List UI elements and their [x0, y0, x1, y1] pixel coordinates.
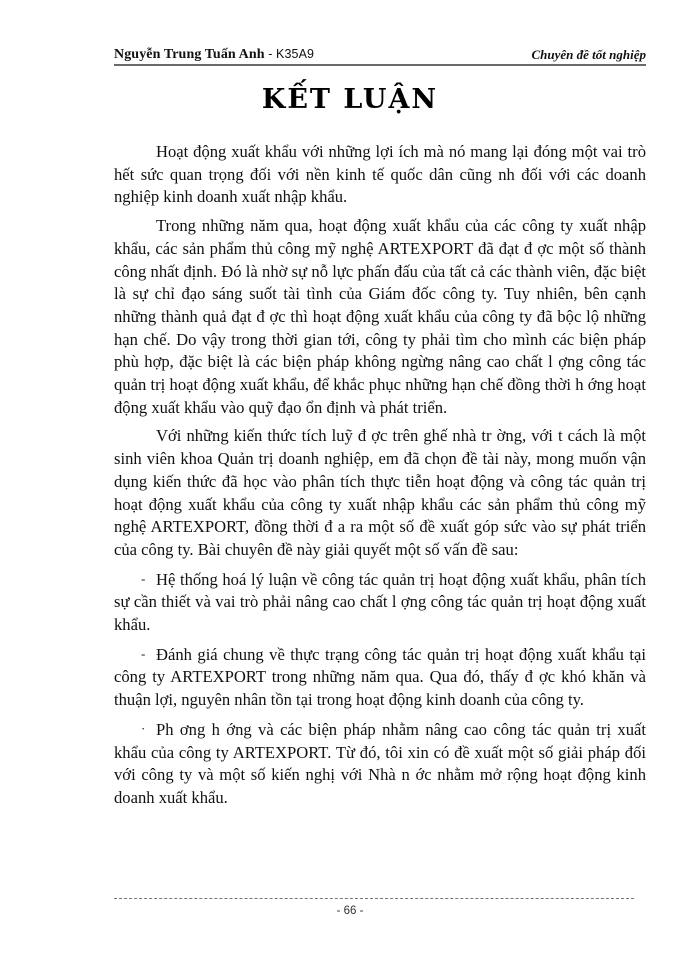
- bullet-item: [114, 643, 646, 712]
- header-document-type: Chuyên đề tốt nghiệp: [531, 47, 646, 62]
- bullet-item: [114, 568, 646, 637]
- bullet-dot-icon: ·: [141, 720, 146, 736]
- paragraph-achievements: Trong những năm qua, hoạt động xuất khẩu của các công ty xuất nhập khẩu, các sản phẩm thủ công mỹ nghệ ARTEXPORT đã đạt đ ợc một số thành công nhất định. Đó là nhờ sự nỗ lực phấn đấu của tất cả các thành viên, đặc biệt là sự chỉ đạo sáng suốt tài tình của Giám đốc công ty. Tuy nhiên, bên cạnh những thành quả đạt đ ợc thì hoạt động xuất khẩu của công ty đã bộc lộ những hạn chế. Do vậy trong thời gian tới, công ty phải tìm cho mình các biện pháp phù hợp, đặc biệt là các biện pháp không ngừng nâng cao chất l ợng công tác quản trị hoạt động xuất khẩu, để khắc phục những hạn chế đồng thời h ớng hoạt động xuất khẩu vào quỹ đạo ổn định và phát triển.: [114, 216, 646, 417]
- header-class-code: K35A9: [276, 47, 315, 61]
- paragraph-intro: Hoạt động xuất khẩu với những lợi ích mà nó mang lại đóng một vai trò hết sức quan trọng đối với nền kinh tế quốc dân cũng nh đối với các doanh nghiệp kinh doanh xuất nhập khẩu.: [114, 142, 646, 207]
- footer-divider: [114, 898, 634, 899]
- bullet-dash-icon: -: [141, 645, 146, 661]
- header-author: Nguyễn Trung Tuấn Anh: [114, 47, 265, 62]
- page-header: [114, 42, 646, 66]
- bullet-text: Hệ thống hoá lý luận về công tác quản trị hoạt động xuất khẩu, phân tích sự cần thiết và vai trò phải nâng cao chất l ợng công tác quản trị hoạt động xuất khẩu.: [114, 569, 646, 635]
- bullet-item: [114, 718, 646, 810]
- page-number: - 66 -: [336, 905, 364, 917]
- document-body: [114, 141, 646, 816]
- bullet-dash-icon: -: [141, 570, 146, 586]
- page-title: KẾT LUẬN: [261, 84, 439, 115]
- bullet-text: Đánh giá chung về thực trạng công tác quản trị hoạt động xuất khẩu tại công ty ARTEXPORT trong những năm qua. Qua đó, thấy đ ợc khó khăn và thuận lợi, nguyên nhân tồn tại trong hoạt động kinh doanh của công ty.: [114, 644, 646, 710]
- header-author-block: [114, 47, 314, 64]
- header-separator: -: [264, 47, 277, 61]
- paragraph-purpose: Với những kiến thức tích luỹ đ ợc trên ghế nhà tr ờng, với t cách là một sinh viên khoa Quản trị doanh nghiệp, em đã chọn đề tài này, mong muốn vận dụng kiến thức đã học vào phân tích thực tiễn hoạt động và công tác quản trị hoạt động xuất khẩu của công ty xuất nhập khẩu các sản phẩm thủ công mỹ nghệ ARTEXPORT, đồng thời đ a ra một số đề xuất góp sức vào sự phát triển của công ty. Bài chuyên đề này giải quyết một số vấn đề sau:: [114, 426, 646, 559]
- bullet-text: Ph ơng h ớng và các biện pháp nhằm nâng cao công tác quản trị xuất khẩu của công ty ARTEXPORT. Từ đó, tôi xin có đề xuất một số giải pháp đối với công ty và một số kiến nghị với Nhà n ớc nhằm mở rộng hoạt động kinh doanh xuất khẩu.: [114, 719, 646, 807]
